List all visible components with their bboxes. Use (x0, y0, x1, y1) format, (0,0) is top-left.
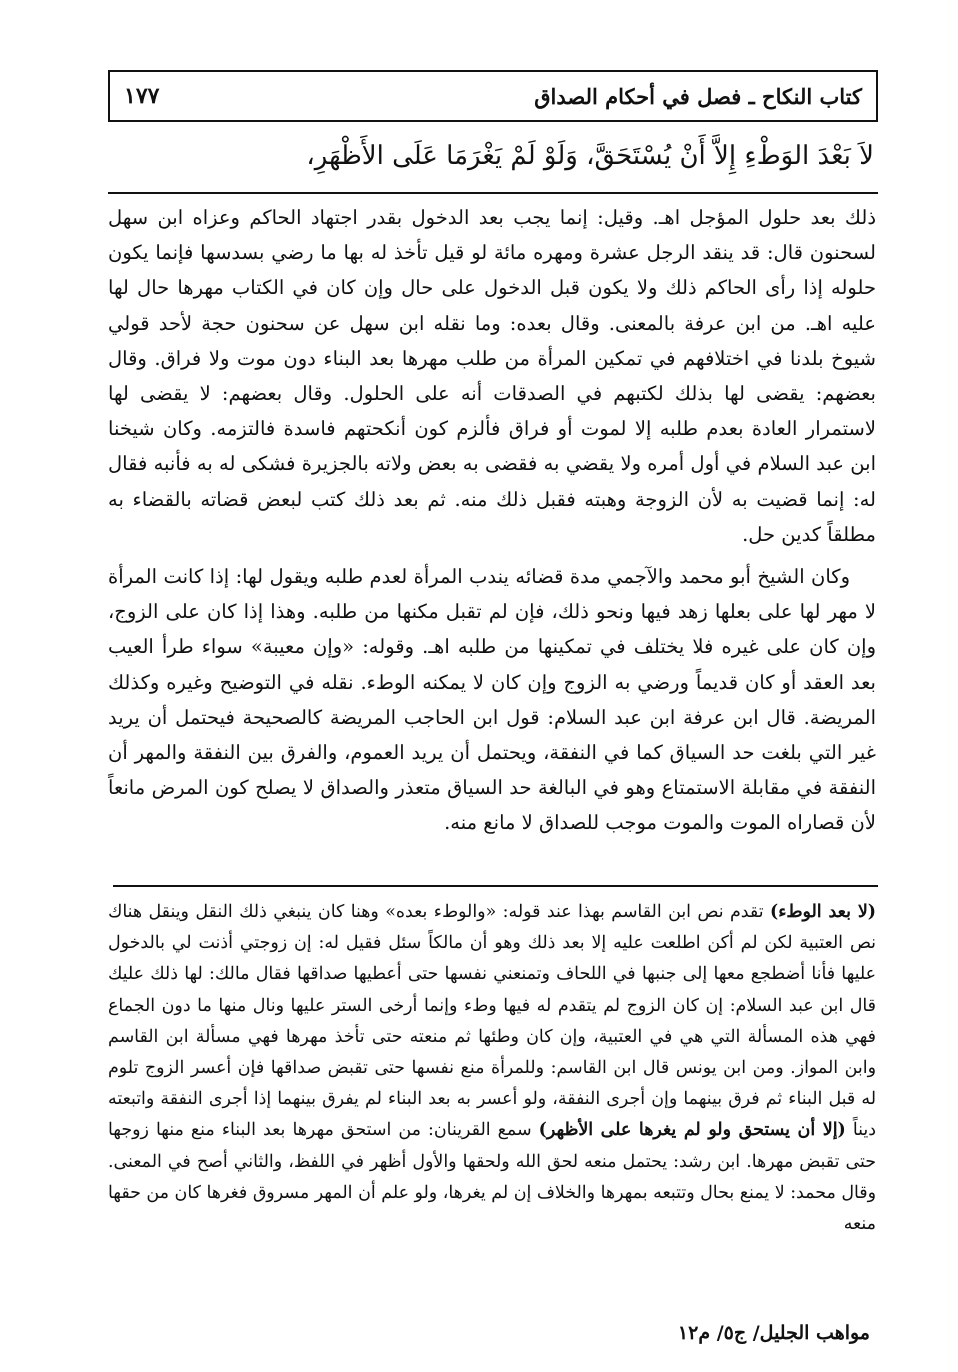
commentary-paragraph-1: ذلك بعد حلول المؤجل اهـ. وقيل: إنما يجب بعد الدخول بقدر اجتهاد الحاكم وعزاه ابن سهل لسحنون قال: قد ينقد الرجل عشرة ومهره مائة لو قيل تأخذ له بها ما رضي بسدسها فإنما يكون حلوله إذا رأى الحاكم ذلك ولا يكون قبل الدخول على حال وإن كان في الكتاب مهرها حال لها عليه اهـ. من ابن عرفة بالمعنى. وقال بعده: وما نقله ابن سهل عن سحنون حجة لأحد قولي شيوخ بلدنا في اختلافهم في تمكين المرأة من طلب مهرها بعد البناء دون موت ولا فراق. وقال بعضهم: يقضى لها بذلك لكتبهم في الصدقات أنه على الحلول. وقال بعضهم: لا يقضى لها لاستمرار العادة بعدم طلبه إلا لموت أو فراق فألزم كون أنكحتهم فاسدة فالتزمه. وكان شيخنا ابن عبد السلام في أول أمره ولا يقضي به فقضى به بعض ولاته بالجزيرة فشكى له به فأنبه فقال له: إنما قضيت به لأن الزوجة وهبته فقبل ذلك منه. ثم بعد ذلك كتب لبعض قضاته بالقضاء به مطلقاً كدين حل. (108, 206, 876, 546)
running-header (108, 70, 878, 122)
commentary-paragraph-2: وكان الشيخ أبو محمد والآجمي مدة قضائه يندب المرأة لعدم طلبه ويقول لها: إذا كانت المرأة لا مهر لها على بعلها زهد فيها ونحو ذلك، فإن لم تقبل مكنها من طلبه. وهذا إذا كان على الزوج، وإن كان على غيره فلا يختلف في تمكينها من طلبه اهـ. وقوله: «وإن معيبة» سواء طرأ العيب بعد العقد أو كان قديماً ورضي به الزوج وإن كان لا يمكنه الوطء. نقله في التوضيح وغيره وكذلك المريضة. قال ابن عرفة ابن عبد السلام: قول ابن الحاجب المريضة كالصحيحة فيحتمل أن يريد غير التي بلغت حد السياق كما في النفقة، ويحتمل أن يريد العموم، والفرق بين النفقة والمهر أن النفقة في مقابلة الاستمتاع وهو في البالغة حد السياق متعذر والصداق لا يصلح كون المرض مانعاً لأن قصاراه الموت والموت موجب للصداق لا مانع منه. (108, 565, 876, 835)
chapter-title: كتاب النكاح ـ فصل في أحكام الصداق (534, 83, 862, 109)
volume-signature: مواهب الجليل/ ج٥/ م١٢ (677, 1322, 870, 1344)
main-text-line: لاَ بَعْدَ الوَطْءِ إِلاَّ أَنْ يُسْتَحَقَّ، وَلَوْ لَمْ يَغْرَمَا عَلَى الأَظْهَرِ، (306, 141, 874, 171)
footnote-text-1: تقدم نص ابن القاسم بهذا عند قوله: «والوطء بعده» وهنا كان ينبغي ذلك النقل وينقل هناك نص العتبية لكن لم أكن اطلعت عليه إلا بعد ذلك وهو أن مالكاً سئل فقيل له: إن زوجتي أذنت لي بالدخول عليها فأنا أضطجع معها إلى جنبها في اللحاف وتمنعني نفسها حتى أعطيها صداقها فقال مالك: لها ذلك عليك قال ابن عبد السلام: إن كان الزوج لم يتقدم له فيها وطء وإنما أرخى الستر عليها ونال منها ما دون الجماع فهي هذه المسألة التي هي في العتبية، وإن كان وطئها ثم منعته حتى تأخذ مهرها فهي مسألة ابن القاسم وابن المواز. ومن ابن يونس قال ابن القاسم: وللمرأة منع نفسها حتى تقبض صداقها فإن أعسر الزوج تلوم له قبل البناء ثم فرق بينهما وإن أجرى النفقة، ولو أعسر به بعد البناء لم يفرق بينهما إذا أجرى النفقة واتبعته ديناً (108, 902, 876, 1141)
divider-top (108, 192, 878, 194)
footnote-mid-bold: (إلا أن يستحق ولو لم يغرها على الأظهر) (538, 1120, 846, 1141)
footnote-lead-bold: (لا بعد الوطء) (769, 902, 877, 922)
footnote-text-2: سمع القرينان: من استحق مهرها بعد البناء منع منها زوجها حتى تقبض مهرها. ابن رشد: يحتمل منعه لحق الله ولحقها والأول أظهر في اللفظ، والثاني أصح في المعنى. وقال محمد: لا يمنع بحال وتتبعه بمهرها والخلاف إن لم يغرها، ولو علم أن المهر مسروق فغرها كان من حقها منعه (108, 1120, 876, 1235)
page-number: ١٧٧ (124, 83, 160, 109)
footnote-paragraph (108, 897, 876, 1240)
footnote-block (108, 897, 876, 1240)
divider-footnote (113, 885, 878, 887)
commentary-block (108, 200, 876, 841)
